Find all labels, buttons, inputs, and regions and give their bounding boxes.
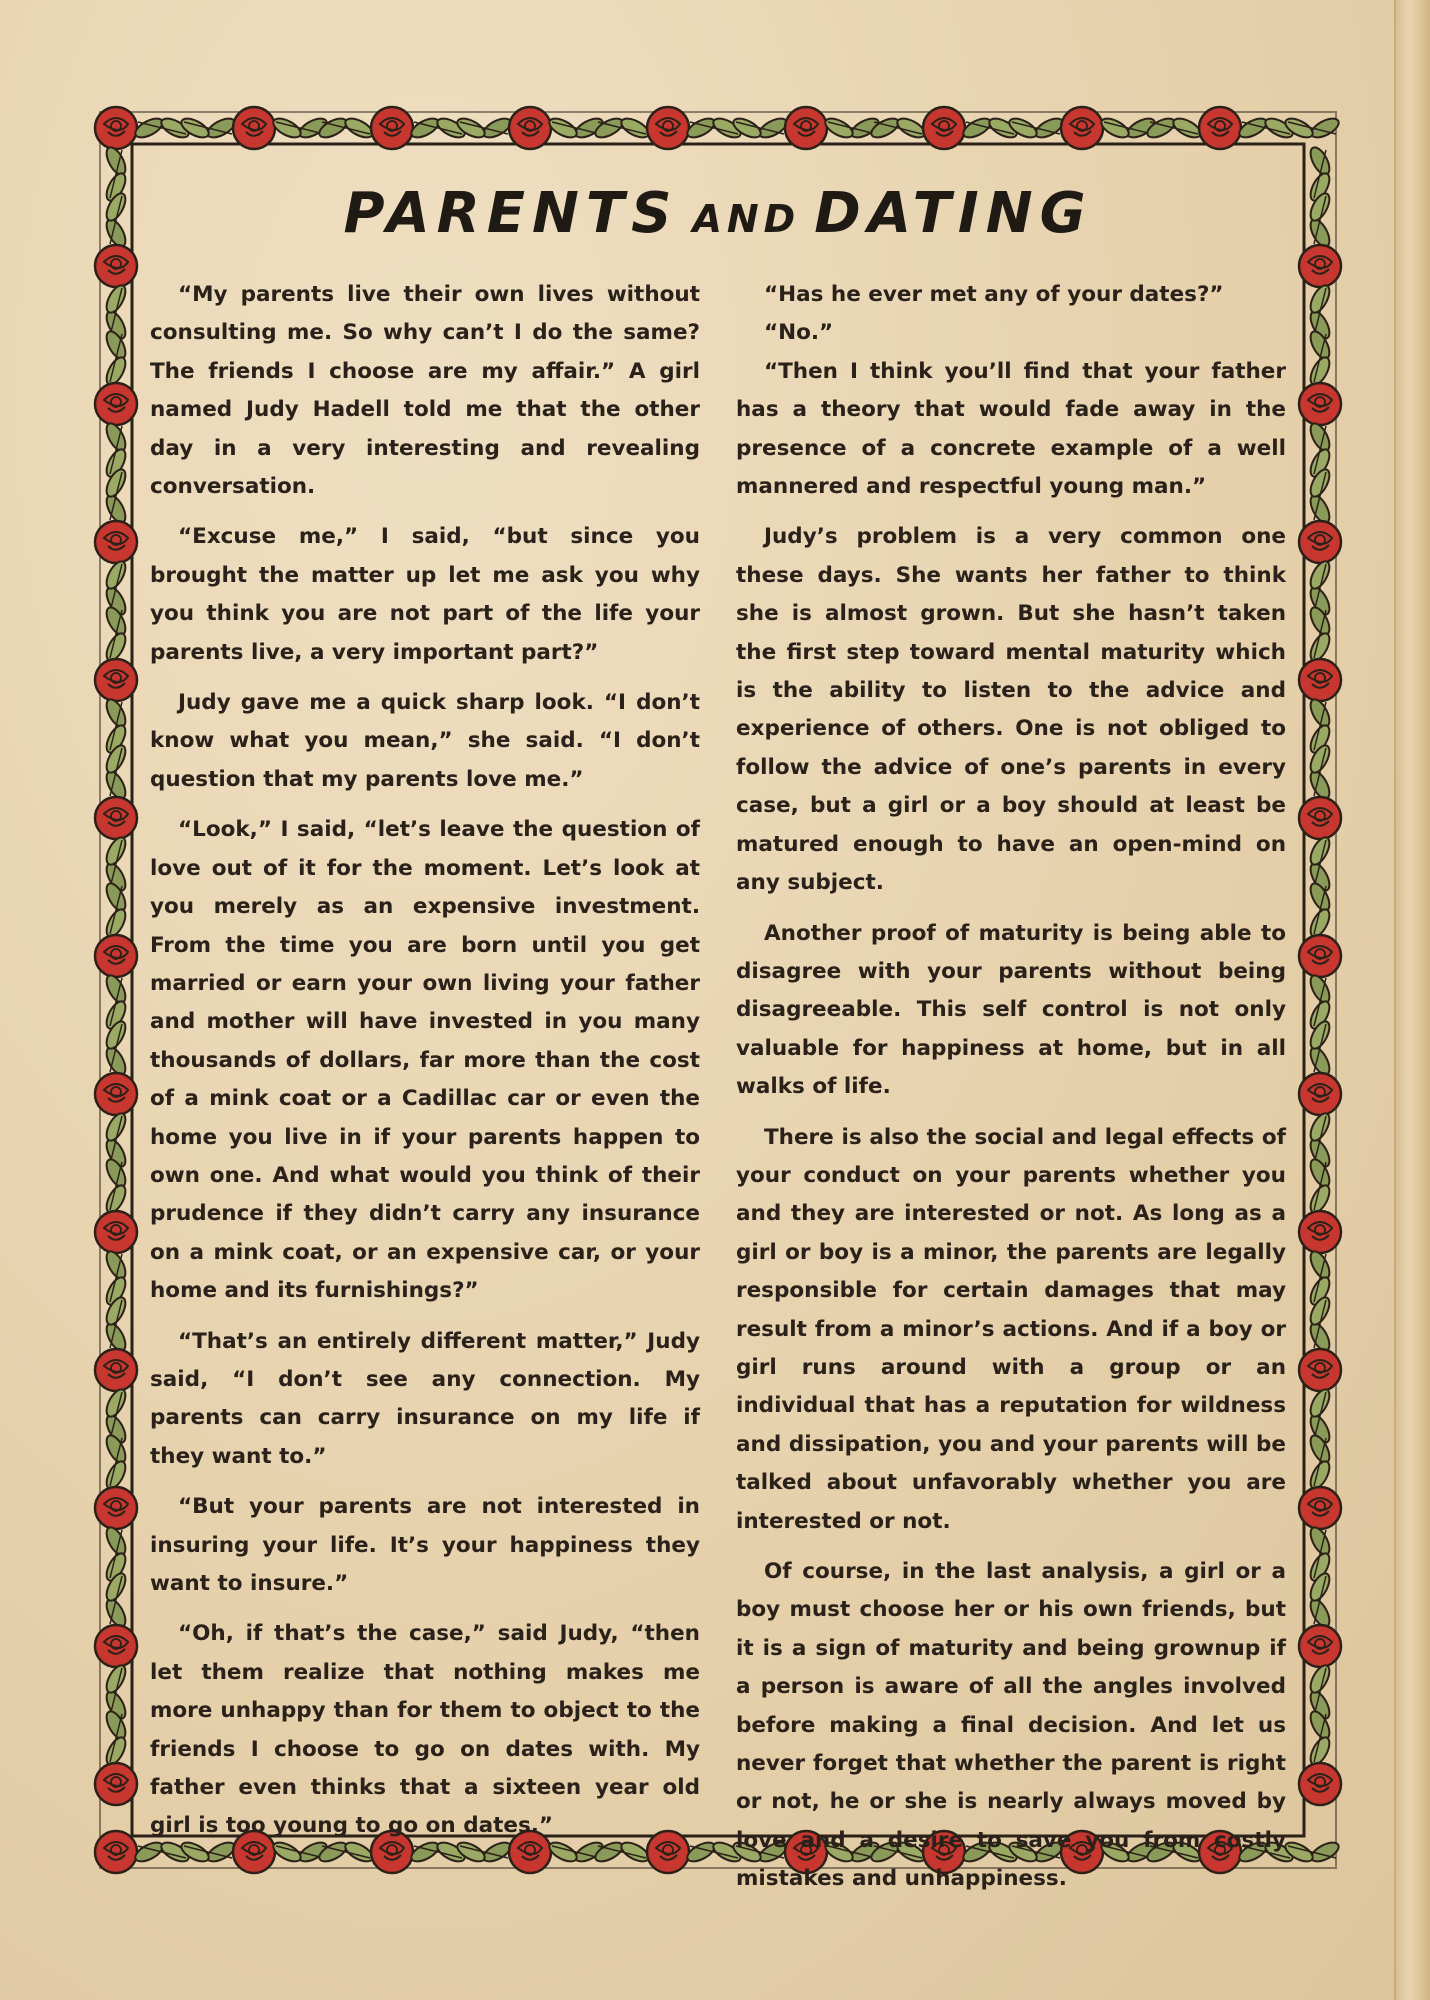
rose-ornament — [1061, 107, 1103, 149]
title-word-dating: DATING — [814, 181, 1093, 246]
rose-ornament — [95, 1349, 137, 1391]
rose-ornament — [95, 245, 137, 287]
paragraph: “Then I think you’ll find that your father has a theory that would fade away in the presence of a concrete example of a well mannered and respectful young man.” — [736, 358, 1286, 500]
rose-ornament — [1299, 1487, 1341, 1529]
rose-ornament — [1299, 383, 1341, 425]
rose-ornament — [1299, 1211, 1341, 1253]
rose-ornament — [95, 1487, 137, 1529]
rose-ornament — [95, 107, 137, 149]
rose-ornament — [95, 1073, 137, 1115]
article-content — [150, 170, 1286, 1892]
rose-ornament — [1299, 1625, 1341, 1667]
paragraph: “My parents live their own lives without consulting me. So why can’t I do the same? The friends I choose are my affair.” A girl named Judy Hadell told me that the other day in a very interesting and revealing conversation. — [150, 282, 700, 500]
rose-ornament — [371, 107, 413, 149]
paragraph: “Look,” I said, “let’s leave the question of love out of it for the moment. Let’s look at you merely as an expensive investment. From the time you are born until you get married or earn your own living your father and mother will have invested in you many thousands of dollars, far more than the cost of a mink coat or a Cadillac car or even the home you live in if your parents happen to own one. And what would you think of their prudence if they didn’t carry any insurance on a mink coat, or an expensive car, or your home and its furnishings?” — [150, 817, 700, 1304]
text-columns — [150, 276, 1286, 1899]
rose-ornament — [95, 521, 137, 563]
rose-ornament — [1299, 1763, 1341, 1805]
rose-ornament — [95, 1831, 137, 1873]
rose-border-frame — [88, 100, 1348, 1892]
rose-ornament — [95, 935, 137, 977]
right-column — [736, 276, 1286, 1899]
rose-ornament — [95, 659, 137, 701]
paragraph: Judy gave me a quick sharp look. “I don’t know what you mean,” she said. “I don’t question that my parents love me.” — [150, 690, 700, 792]
rose-ornament — [95, 1211, 137, 1253]
paragraph: “Oh, if that’s the case,” said Judy, “then let them realize that nothing makes me more unhappy than for them to object to the friends I choose to go on dates with. My father even thinks that a sixteen year old girl is too young to go on dates.” — [150, 1621, 700, 1839]
paragraph: “Has he ever met any of your dates?” — [764, 282, 1224, 307]
rose-ornament — [1299, 521, 1341, 563]
rose-ornament — [1299, 659, 1341, 701]
rose-ornament — [1299, 245, 1341, 287]
rose-ornament — [95, 383, 137, 425]
title-word-and: AND — [692, 197, 801, 241]
paragraph: Of course, in the last analysis, a girl or a boy must choose her or his own friends, but it is a sign of maturity and being grownup if a person is aware of all the angles involved before making a final decision. And let us never forget that whether the parent is right or not, he or she is nearly always moved by love and a desire to save you from costly mistakes and unhappiness. — [736, 1559, 1286, 1892]
rose-ornament — [923, 107, 965, 149]
paragraph: “But your parents are not interested in insuring your life. It’s your happiness they want to insure.” — [150, 1494, 700, 1596]
rose-ornament — [1299, 935, 1341, 977]
rose-ornament — [95, 797, 137, 839]
rose-ornament — [1299, 797, 1341, 839]
paragraph: Judy’s problem is a very common one these days. She wants her father to think she is almost grown. But she hasn’t taken the first step toward mental maturity which is the ability to listen to the advice and experience of others. One is not obliged to follow the advice of one’s parents in every case, but a girl or a boy should at least be matured enough to have an open-mind on any subject. — [736, 524, 1286, 896]
rose-ornament — [647, 107, 689, 149]
title-word-parents: PARENTS — [343, 181, 679, 246]
paragraph: “That’s an entirely different matter,” Judy said, “I don’t see any connection. My parents can carry insurance on my life if they want to.” — [150, 1328, 700, 1469]
paragraph: “Excuse me,” I said, “but since you brought the matter up let me ask you why you think you are not part of the life your parents live, a very important part?” — [150, 524, 700, 665]
rose-ornament — [1299, 1349, 1341, 1391]
article-title — [150, 170, 1286, 270]
rose-ornament — [1299, 1073, 1341, 1115]
paragraph: “No.” — [764, 320, 834, 346]
left-column — [150, 276, 700, 1899]
rose-ornament — [95, 1625, 137, 1667]
page-edge — [1394, 0, 1430, 2000]
rose-ornament — [1199, 107, 1241, 149]
rose-ornament — [95, 1763, 137, 1805]
rose-ornament — [509, 107, 551, 149]
paragraph: Another proof of maturity is being able to disagree with your parents without being disagreeable. This self control is not only valuable for happiness at home, but in all walks of life. — [736, 920, 1286, 1100]
rose-ornament — [233, 107, 275, 149]
paragraph: There is also the social and legal effects of your conduct on your parents whether you and they are interested or not. As long as a girl or boy is a minor, the parents are legally responsible for certain damages that may result from a minor’s actions. And if a boy or girl runs around with a group or an individual that has a reputation for wildness and dissipation, you and your parents will be talked about unfavorably whether you are interested or not. — [736, 1124, 1286, 1534]
rose-ornament — [785, 107, 827, 149]
